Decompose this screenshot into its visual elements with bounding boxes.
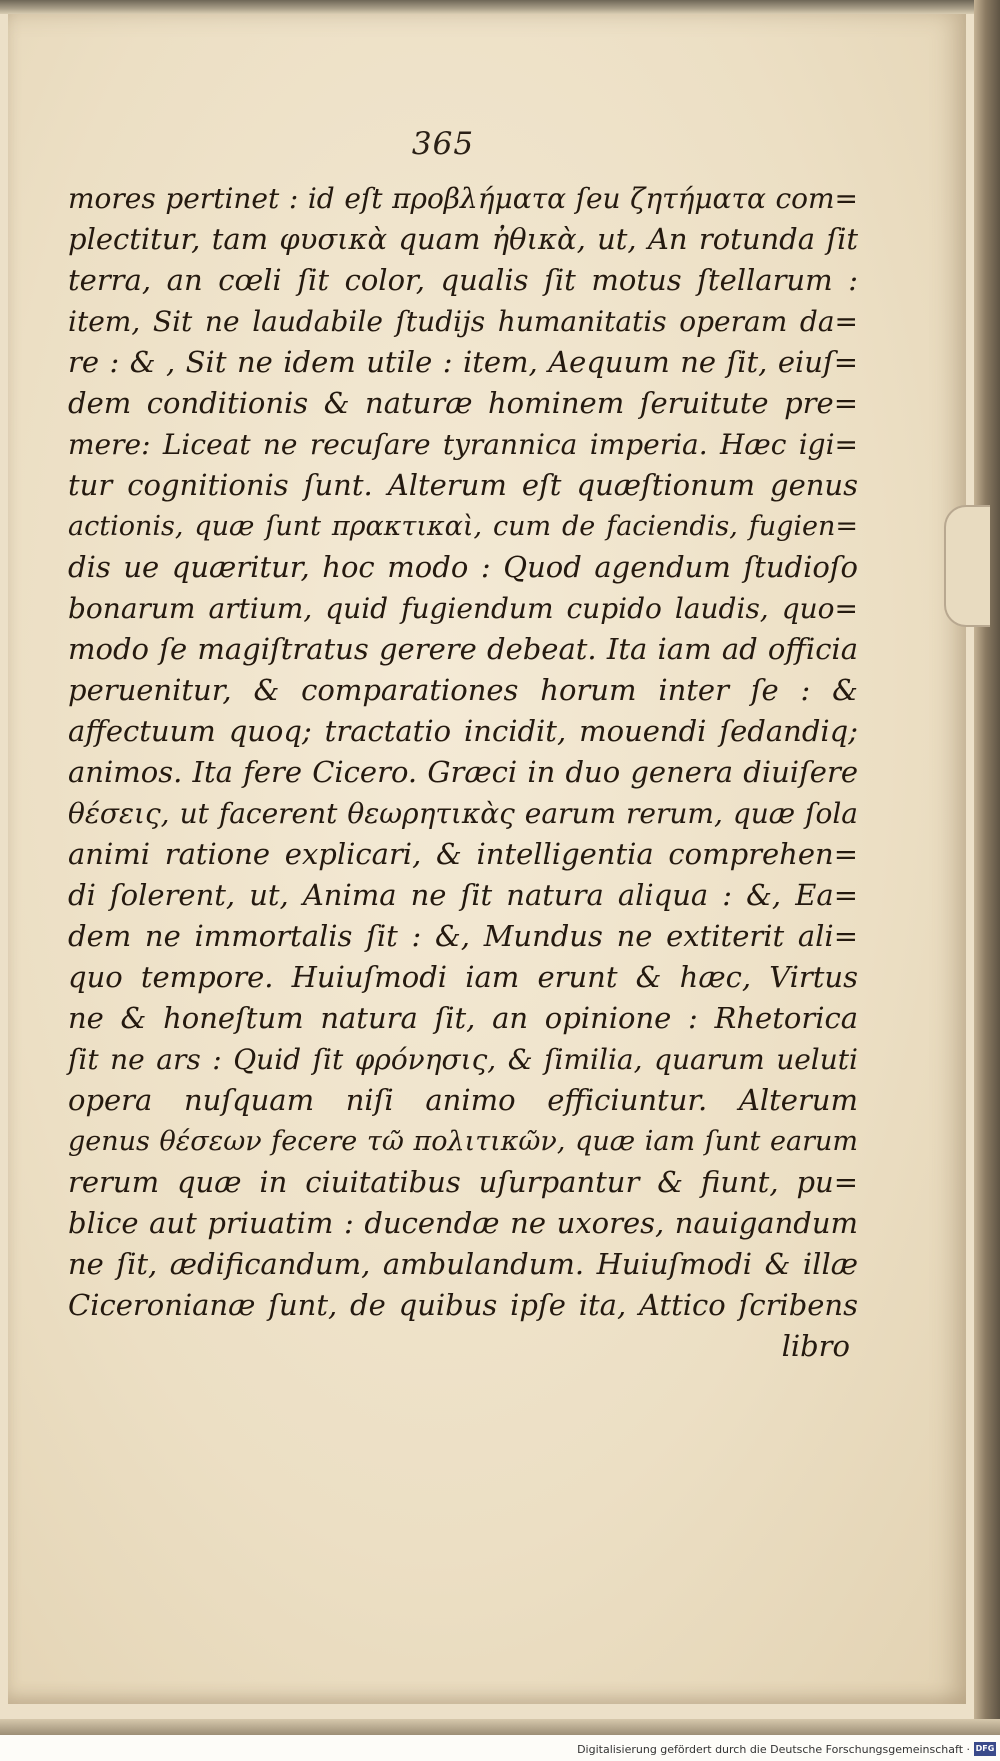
text-line: ſit ne ars : Quid ſit φρόνησις, & ſimilia, quarum ueluti: [68, 1043, 858, 1076]
text-line: dis ue quæritur, hoc modo : Quod agendum ſtudioſo: [68, 550, 858, 584]
text-line: rerum quæ in ciuitatibus uſurpantur & fiunt, pu=: [68, 1165, 858, 1199]
page-clip-tab: [944, 505, 990, 627]
text-line: actionis, quæ ſunt πρακτικαὶ, cum de faciendis, fugien=: [68, 511, 858, 542]
text-line: mores pertinet : id eſt προβλήματα ſeu ζητήματα com=: [68, 182, 858, 215]
text-line: terra, an cœli ſit color, qualis ſit motus ſtellarum :: [68, 263, 858, 297]
catchword: libro: [781, 1329, 850, 1363]
text-line: affectuum quoq; tractatio incidit, mouendi ſedandiq;: [68, 714, 858, 748]
footer-bar: [0, 1735, 1000, 1761]
text-line: plectitur, tam φυσικὰ quam ἠθικὰ, ut, An rotunda ſit: [68, 222, 858, 256]
text-line: opera nuſquam niſi animo efficiuntur. Alterum: [68, 1083, 858, 1117]
text-block: [68, 178, 858, 1367]
book-spine-edge: [974, 0, 1000, 1761]
text-line: bonarum artium, quid fugiendum cupido laudis, quo=: [68, 592, 858, 625]
page-number: 365: [411, 126, 475, 162]
text-line: mere: Liceat ne recuſare tyrannica imperia. Hæc igi=: [68, 428, 858, 461]
funding-credit: Digitalisierung gefördert durch die Deutsche Forschungsgemeinschaft ·: [577, 1743, 970, 1756]
text-line: item, Sit ne laudabile ſtudijs humanitatis operam da=: [68, 305, 858, 338]
dfg-logo-icon: DFG: [974, 1742, 996, 1756]
text-line: di ſolerent, ut, Anima ne ſit natura aliqua : &, Ea=: [68, 878, 858, 912]
text-line: Ciceronianæ ſunt, de quibus ipſe ita, Attico ſcribens: [68, 1288, 858, 1322]
scan-top-edge: [0, 0, 1000, 14]
paper-page: [8, 14, 966, 1704]
text-line: dem conditionis & naturæ hominem ſeruitute pre=: [68, 386, 858, 420]
text-line: modo ſe magiſtratus gerere debeat. Ita iam ad officia: [68, 632, 858, 666]
text-line: dem ne immortalis ſit : &, Mundus ne extiterit ali=: [68, 919, 858, 953]
text-line: blice aut priuatim : ducendæ ne uxores, nauigandum: [68, 1206, 858, 1240]
text-line: ne & honeſtum natura ſit, an opinione : Rhetorica: [68, 1001, 858, 1035]
text-line: quo tempore. Huiuſmodi iam erunt & hæc, Virtus: [68, 960, 858, 994]
text-line: peruenitur, & comparationes horum inter ſe : &: [68, 673, 858, 707]
text-line: tur cognitionis ſunt. Alterum eſt quæſtionum genus: [68, 468, 858, 502]
text-line: ne ſit, ædificandum, ambulandum. Huiuſmodi & illæ: [68, 1247, 858, 1281]
text-line: re : & , Sit ne idem utile : item, Aequum ne ſit, eiuſ=: [68, 345, 858, 379]
text-line: animos. Ita fere Cicero. Græci in duo genera diuiſere: [68, 755, 858, 789]
text-line: genus θέσεων fecere τῶ πολιτικῶν, quæ iam ſunt earum: [68, 1126, 858, 1157]
text-line: animi ratione explicari, & intelligentia comprehen=: [68, 837, 858, 871]
text-line: θέσεις, ut facerent θεωρητικὰς earum rerum, quæ ſola: [68, 797, 858, 830]
scan-bottom-edge: [0, 1719, 1000, 1735]
